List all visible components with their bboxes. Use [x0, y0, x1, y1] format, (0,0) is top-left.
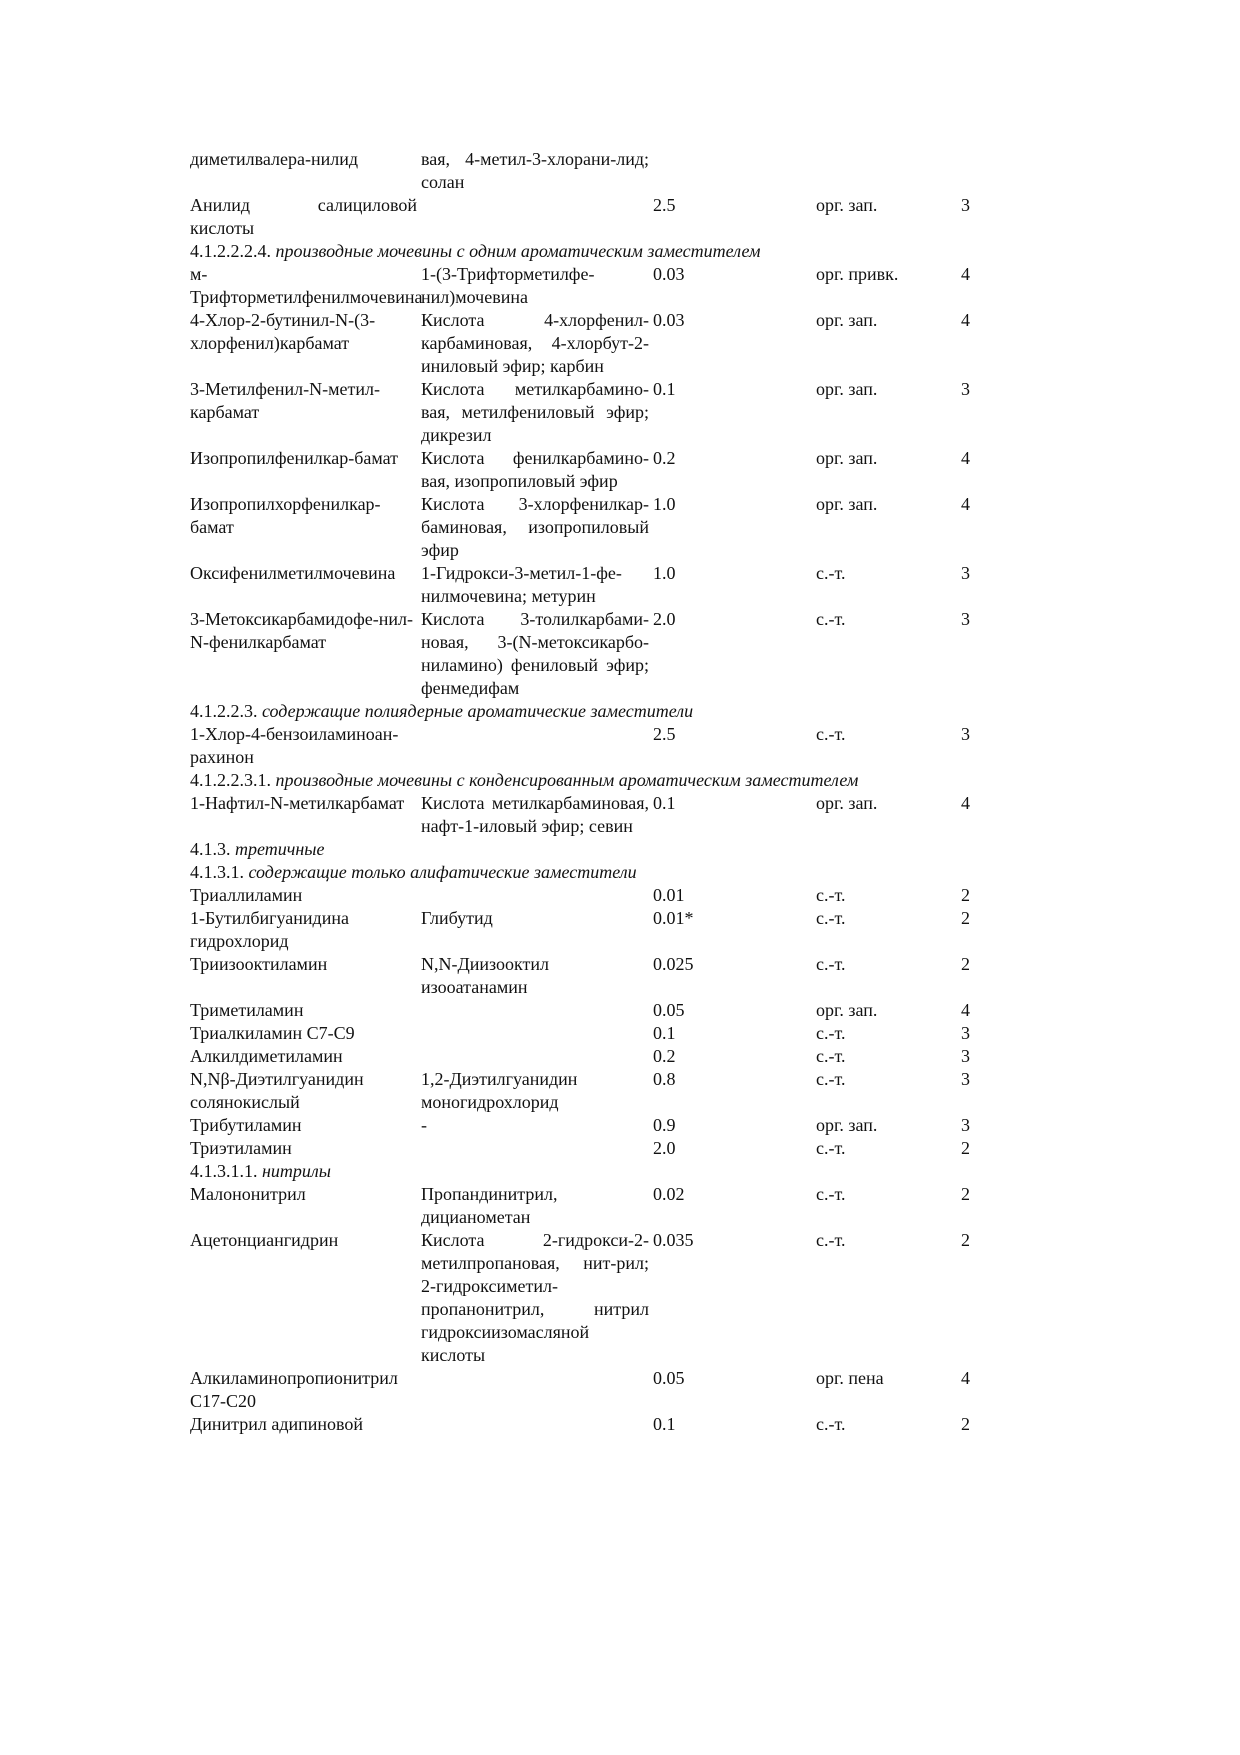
harm-indicator: орг. зап.	[816, 1000, 878, 1020]
substance-name: 4-Хлор-2-бутинил-N-(3-хлорфенил)карбамат	[190, 310, 376, 353]
substance-synonyms: вая, 4-метил-3-хлорани-лид; солан	[421, 149, 649, 192]
substance-synonyms: 1,2-Диэтилгуанидин моногидрохлорид	[421, 1069, 578, 1112]
limit-value: 0.8	[653, 1069, 676, 1089]
table-row	[190, 493, 970, 562]
limit-value: 0.03	[653, 310, 685, 330]
hazard-class: 3	[961, 1069, 970, 1089]
hazard-class: 2	[961, 954, 970, 974]
hazard-class: 4	[961, 1000, 970, 1020]
harm-indicator: орг. зап.	[816, 379, 878, 399]
hazard-class: 4	[961, 264, 970, 284]
table-row	[190, 1413, 970, 1436]
document-page	[190, 148, 970, 1436]
limit-value: 0.1	[653, 793, 676, 813]
harm-indicator: с.-т.	[816, 954, 846, 974]
section-number: 4.1.3.1.1.	[190, 1161, 258, 1181]
substance-name: Малононитрил	[190, 1184, 306, 1204]
table-row	[190, 148, 970, 194]
substance-name: Триалкиламин С7-С9	[190, 1023, 355, 1043]
limit-value: 0.05	[653, 1000, 685, 1020]
substance-synonyms: -	[421, 1115, 427, 1135]
section-title: производные мочевины с конденсированным ароматическим заместителем	[275, 770, 859, 790]
table-row	[190, 907, 970, 953]
hazard-class: 2	[961, 1184, 970, 1204]
section-title: содержащие полиядерные ароматические заместители	[262, 701, 694, 721]
hazard-class: 2	[961, 1414, 970, 1434]
limit-value: 2.0	[653, 1138, 676, 1158]
section-number: 4.1.3.	[190, 839, 231, 859]
substance-synonyms: 1-(3-Трифторметилфе-нил)мочевина	[421, 264, 595, 307]
section-heading-row	[190, 1160, 970, 1183]
substance-synonyms	[421, 1367, 653, 1413]
table-row	[190, 1114, 970, 1137]
substance-name: 1-Нафтил-N-метилкарбамат	[190, 793, 405, 813]
hazard-class: 3	[961, 379, 970, 399]
substance-name: 1-Хлор-4-бензоиламиноан-рахинон	[190, 724, 399, 767]
section-heading-row	[190, 240, 970, 263]
hazard-class: 3	[961, 195, 970, 215]
substance-synonyms	[421, 999, 653, 1022]
section-heading-row	[190, 700, 970, 723]
limit-value: 2.5	[653, 724, 676, 744]
substance-name: Алкилдиметиламин	[190, 1046, 343, 1066]
table-row	[190, 999, 970, 1022]
harm-indicator: с.-т.	[816, 1046, 846, 1066]
substance-synonyms: Глибутид	[421, 908, 493, 928]
substance-name: 3-Метоксикарбамидофе-нил-N-фенилкарбамат	[190, 609, 413, 652]
substance-synonyms	[421, 1137, 653, 1160]
harm-indicator: с.-т.	[816, 563, 846, 583]
hazard-class	[935, 148, 970, 194]
substance-synonyms: Кислота фенилкарбамино-вая, изопропиловый эфир	[421, 448, 649, 491]
section-heading	[190, 838, 970, 861]
section-number: 4.1.2.2.2.4.	[190, 241, 271, 261]
hazard-class: 4	[961, 1368, 970, 1388]
limit-value: 0.03	[653, 264, 685, 284]
harm-indicator: с.-т.	[816, 1230, 846, 1250]
substance-synonyms	[421, 1022, 653, 1045]
limit-value: 0.2	[653, 1046, 676, 1066]
harm-indicator: с.-т.	[816, 908, 846, 928]
harm-indicator: с.-т.	[816, 1414, 846, 1434]
substance-table-body	[190, 148, 970, 1436]
table-row	[190, 953, 970, 999]
substance-synonyms: Кислота метилкарбамино-вая, метилфениловый эфир; дикрезил	[421, 379, 649, 445]
table-row	[190, 309, 970, 378]
substance-synonyms	[421, 884, 653, 907]
section-heading-row	[190, 861, 970, 884]
substance-synonyms	[421, 1045, 653, 1068]
harm-indicator: орг. зап.	[816, 793, 878, 813]
substance-synonyms	[421, 1413, 653, 1436]
substance-name: Анилид салициловой кислоты	[190, 195, 417, 238]
table-row	[190, 884, 970, 907]
substance-name: Динитрил адипиновой	[190, 1414, 364, 1434]
section-number: 4.1.2.2.3.1.	[190, 770, 271, 790]
harm-indicator: орг. зап.	[816, 1115, 878, 1135]
substance-synonyms	[421, 723, 653, 769]
section-title: производные мочевины с одним ароматическим заместителем	[275, 241, 761, 261]
substance-name: Оксифенилметилмочевина	[190, 563, 396, 583]
substance-name: Ацетонциангидрин	[190, 1230, 339, 1250]
substance-name: Триизооктиламин	[190, 954, 328, 974]
harm-indicator: с.-т.	[816, 1138, 846, 1158]
substance-synonyms: Пропандинитрил, дицианометан	[421, 1184, 558, 1227]
hazard-class: 3	[961, 563, 970, 583]
substance-name: Триметиламин	[190, 1000, 304, 1020]
harm-indicator: с.-т.	[816, 885, 846, 905]
section-number: 4.1.2.2.3.	[190, 701, 258, 721]
limit-value: 0.05	[653, 1368, 685, 1388]
harm-indicator: орг. привк.	[816, 264, 899, 284]
substance-name: 3-Метилфенил-N-метил-карбамат	[190, 379, 380, 422]
section-heading	[190, 769, 970, 792]
limit-value: 0.025	[653, 954, 694, 974]
limit-value: 0.1	[653, 1023, 676, 1043]
hazard-class: 2	[961, 1230, 970, 1250]
substance-table	[190, 148, 970, 1436]
section-number: 4.1.3.1.	[190, 862, 244, 882]
substance-name: Изопропилхорфенилкар-бамат	[190, 494, 381, 537]
hazard-class: 4	[961, 310, 970, 330]
harm-indicator: с.-т.	[816, 609, 846, 629]
limit-value: 0.9	[653, 1115, 676, 1135]
substance-name: диметилвалера-нилид	[190, 149, 359, 169]
harm-indicator: с.-т.	[816, 1184, 846, 1204]
table-row	[190, 447, 970, 493]
hazard-class: 3	[961, 1023, 970, 1043]
table-row	[190, 562, 970, 608]
harm-indicator: орг. пена	[816, 1368, 884, 1388]
table-row	[190, 263, 970, 309]
harm-indicator: с.-т.	[816, 724, 846, 744]
limit-value: 0.035	[653, 1230, 694, 1250]
limit-value: 2.5	[653, 195, 676, 215]
harm-indicator: орг. зап.	[816, 195, 878, 215]
table-row	[190, 723, 970, 769]
table-row	[190, 1229, 970, 1367]
substance-synonyms	[421, 194, 653, 240]
limit-value: 2.0	[653, 609, 676, 629]
limit-value: 0.02	[653, 1184, 685, 1204]
substance-name: Триаллиламин	[190, 885, 303, 905]
harm-indicator	[816, 148, 935, 194]
limit-value: 0.1	[653, 379, 676, 399]
hazard-class: 4	[961, 494, 970, 514]
section-heading	[190, 861, 970, 884]
substance-name: Алкиламинопропионитрил С17-С20	[190, 1368, 398, 1411]
table-row	[190, 792, 970, 838]
section-title: третичные	[235, 839, 325, 859]
substance-synonyms: N,N-Диизооктил изооатанамин	[421, 954, 550, 997]
section-heading-row	[190, 769, 970, 792]
substance-synonyms: Кислота 4-хлорфенил-карбаминовая, 4-хлорбут-2-иниловый эфир; карбин	[421, 310, 649, 376]
hazard-class: 4	[961, 448, 970, 468]
section-heading	[190, 240, 970, 263]
hazard-class: 2	[961, 1138, 970, 1158]
substance-synonyms: Кислота 3-толилкарбами-новая, 3-(N-метоксикарбо-ниламино) фениловый эфир; фенмедифам	[421, 609, 649, 698]
harm-indicator: орг. зап.	[816, 448, 878, 468]
hazard-class: 2	[961, 885, 970, 905]
substance-name: N,Nβ-Диэтилгуанидин солянокислый	[190, 1069, 364, 1112]
limit-value: 0.01*	[653, 908, 694, 928]
harm-indicator: орг. зап.	[816, 310, 878, 330]
substance-name: Изопропилфенилкар-бамат	[190, 448, 399, 468]
table-row	[190, 1367, 970, 1413]
section-title: нитрилы	[262, 1161, 331, 1181]
section-heading-row	[190, 838, 970, 861]
table-row	[190, 1137, 970, 1160]
limit-value: 0.2	[653, 448, 676, 468]
hazard-class: 3	[961, 724, 970, 744]
hazard-class: 3	[961, 1115, 970, 1135]
table-row	[190, 1068, 970, 1114]
substance-name: 1-Бутилбигуанидина гидрохлорид	[190, 908, 349, 951]
hazard-class: 3	[961, 609, 970, 629]
section-heading	[190, 1160, 970, 1183]
hazard-class: 2	[961, 908, 970, 928]
substance-synonyms: 1-Гидрокси-3-метил-1-фе-нилмочевина; метурин	[421, 563, 622, 606]
table-row	[190, 194, 970, 240]
hazard-class: 4	[961, 793, 970, 813]
table-row	[190, 378, 970, 447]
harm-indicator: с.-т.	[816, 1069, 846, 1089]
substance-name: Трибутиламин	[190, 1115, 302, 1135]
limit-value: 0.01	[653, 885, 685, 905]
harm-indicator: орг. зап.	[816, 494, 878, 514]
substance-name: Триэтиламин	[190, 1138, 292, 1158]
section-title: содержащие только алифатические заместители	[248, 862, 637, 882]
table-row	[190, 1022, 970, 1045]
harm-indicator: с.-т.	[816, 1023, 846, 1043]
limit-value: 1.0	[653, 494, 676, 514]
limit-value	[653, 148, 816, 194]
limit-value: 0.1	[653, 1414, 676, 1434]
limit-value: 1.0	[653, 563, 676, 583]
substance-synonyms: Кислота 2-гидрокси-2-метилпропановая, нит-рил; 2-гидроксиметил-пропанонитрил, нитрил гидроксиизомасляной кислоты	[421, 1230, 649, 1365]
table-row	[190, 1183, 970, 1229]
substance-synonyms: Кислота метилкарбаминовая, нафт-1-иловый эфир; севин	[421, 793, 649, 836]
substance-name: м-Трифторметилфенилмочевина	[190, 264, 423, 307]
table-row	[190, 1045, 970, 1068]
substance-synonyms: Кислота 3-хлорфенилкар-баминовая, изопропиловый эфир	[421, 494, 649, 560]
table-row	[190, 608, 970, 700]
section-heading	[190, 700, 970, 723]
hazard-class: 3	[961, 1046, 970, 1066]
